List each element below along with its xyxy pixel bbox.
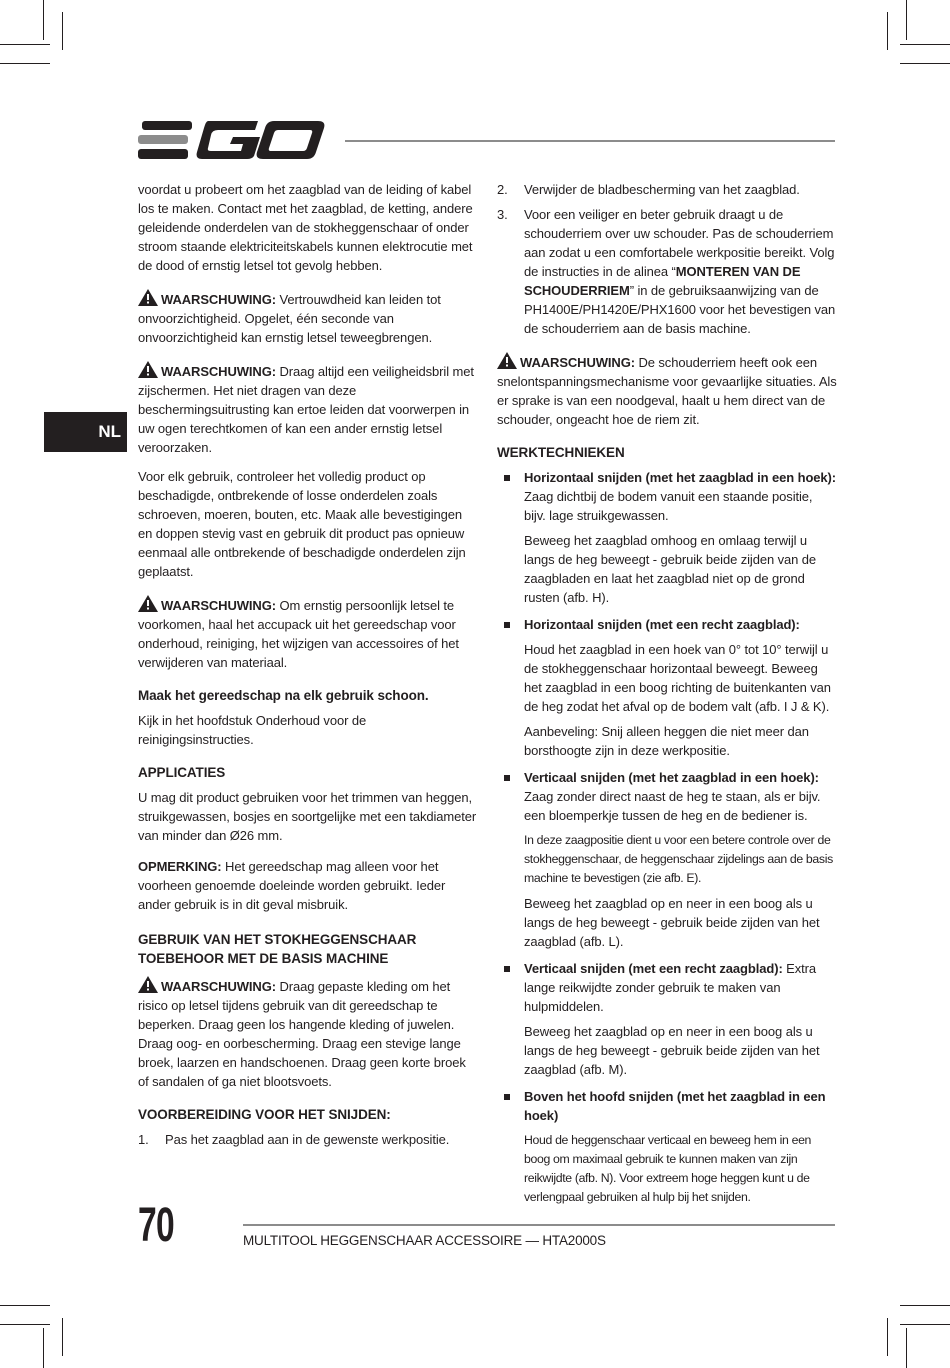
warning-clothing xyxy=(138,976,478,1091)
crop-mark xyxy=(906,0,907,40)
technique-paragraph: Beweeg het zaagblad op en neer in een boog als u langs de heg beweegt - gebruik beide zijden van het zaagblad (afb. L). xyxy=(524,896,820,949)
list-item xyxy=(497,205,837,338)
techniques-heading: WERKTECHNIEKEN xyxy=(497,445,625,460)
intro-paragraph: voordat u probeert om het zaagblad van de leiding of kabel los te maken. Contact met het zaagblad, de ketting, andere geleidende onderdelen van de stokheggenschaar of onder stroom staande elektriciteitskabels kunnen elektrocutie met de dood of ernstig letsel tot gevolg hebben. xyxy=(138,182,473,273)
bullet-square-icon xyxy=(504,1094,510,1100)
warning-icon xyxy=(138,289,158,306)
step-text: Pas het zaagblad aan in de gewenste werkpositie. xyxy=(165,1132,450,1147)
bullet-square-icon xyxy=(504,775,510,781)
usage-heading: GEBRUIK VAN HET STOKHEGGENSCHAAR TOEBEHOOR MET DE BASIS MACHINE xyxy=(138,932,417,966)
step-text: Verwijder de bladbescherming van het zaagblad. xyxy=(524,182,800,197)
warning-familiarity xyxy=(138,289,478,347)
warning-icon xyxy=(138,595,158,612)
technique-title-rest: Zaag dichtbij de bodem vanuit een staande positie, bijv. lage struikgewassen. xyxy=(524,489,813,523)
note-label: OPMERKING: xyxy=(138,859,222,874)
header-rule xyxy=(345,140,835,142)
list-item xyxy=(497,180,837,199)
crop-mark xyxy=(887,1318,888,1356)
warning-label: WAARSCHUWING: xyxy=(520,355,635,370)
technique-paragraph: Houd de heggenschaar verticaal en beweeg hem in een boog om maximaal gebruik te kunnen maken van zijn reikwijdte (afb. N). Voor extreem hoge heggen kunt u de verlengpaal gebruiken al hulp bij het snijden. xyxy=(524,1133,812,1204)
warning-text: Draag altijd een veiligheidsbril met zijschermen. Het niet dragen van deze beschermingsuitrusting kan ertoe leiden dat voorwerpen in uw ogen terechtkomen of kan een ander ernstig letsel veroorzaken. xyxy=(138,364,474,455)
list-item xyxy=(497,468,837,607)
technique-paragraph: Aanbeveling: Snij alleen heggen die niet meer dan borsthoogte zijn in deze werkpositie. xyxy=(524,724,809,758)
language-tab-label: NL xyxy=(98,422,121,441)
crop-mark xyxy=(0,1305,50,1306)
step-text xyxy=(524,205,837,338)
warning-label: WAARSCHUWING: xyxy=(161,598,276,613)
list-item xyxy=(497,615,837,760)
technique-intro xyxy=(524,468,837,525)
crop-mark xyxy=(62,12,63,50)
ego-logo xyxy=(138,118,328,162)
crop-mark xyxy=(43,1328,44,1368)
step-text-post: ” in de gebruiksaanwijzing van de PH1400E/PH1420E/PHX1600 voor het bevestigen van de schouderriem aan de basis machine. xyxy=(524,283,836,336)
crop-mark xyxy=(900,63,950,64)
right-column xyxy=(497,180,837,1215)
technique-intro xyxy=(524,1087,837,1125)
warning-label: WAARSCHUWING: xyxy=(161,292,276,307)
crop-mark xyxy=(906,1328,907,1368)
crop-mark xyxy=(0,63,50,64)
crop-mark xyxy=(43,0,44,40)
crop-mark xyxy=(887,12,888,50)
language-tab xyxy=(44,412,127,452)
warning-shoulder-strap xyxy=(497,352,837,429)
technique-title: Verticaal snijden (met een recht zaagblad): xyxy=(524,961,783,976)
prep-steps-continued xyxy=(497,180,837,338)
list-item xyxy=(138,1130,478,1149)
technique-title: Verticaal snijden (met het zaagblad in een hoek): xyxy=(524,770,819,785)
step-text-bold: MONTEREN VAN DE SCHOUDERRIEM xyxy=(524,264,801,298)
bullet-square-icon xyxy=(504,475,510,481)
step-number: 3. xyxy=(497,207,508,222)
crop-mark xyxy=(900,1305,950,1306)
note-text: Het gereedschap mag alleen voor het voorheen genoemde doeleinde worden gebruikt. Ieder ander gebruik is in dit geval misbruik. xyxy=(138,859,446,912)
clean-text: Kijk in het hoofdstuk Onderhoud voor de reinigingsinstructies. xyxy=(138,713,367,747)
technique-paragraph: Beweeg het zaagblad op en neer in een boog als u langs de heg beweegt - gebruik beide zijden van het zaagblad (afb. M). xyxy=(524,1024,820,1077)
technique-paragraph: In deze zaagpositie dient u voor een betere controle over de stokheggenschaar, de heggenschaar zijdelings aan de basis machine te bevestigen (zie afb. E). xyxy=(524,833,833,885)
check-paragraph: Voor elk gebruik, controleer het volledig product op beschadigde, ontbrekende of losse onderdelen zoals schroeven, moeren, bouten, etc. Maak alle bevestigingen en doppen stevig vast en gebruik dit product pas opnieuw eenmaal alle ontbrekende of beschadigde onderdelen zijn geplaatst. xyxy=(138,469,466,579)
technique-title-rest: Zaag zonder direct naast de heg te staan, als er bijv. een bloemperkje tussen de heg en de bediener is. xyxy=(524,789,821,823)
warning-safety-glasses xyxy=(138,361,478,457)
left-column xyxy=(138,180,478,1159)
warning-label: WAARSCHUWING: xyxy=(161,979,276,994)
technique-paragraph: Houd het zaagblad in een hoek van 0° tot 10° terwijl u de stokheggenschaar horizontaal beweegt. Beweeg het zaagblad in een boog richting de buitenkanten van de heg zodat het afval op de bodem valt (afb. I J & K). xyxy=(524,642,831,714)
warning-icon xyxy=(497,352,517,369)
crop-mark xyxy=(900,1324,950,1325)
techniques-list xyxy=(497,468,837,1207)
warning-text: De schouderriem heeft ook een snelontspanningsmechanisme voor gevaarlijke situaties. Als er sprake is van een noodgeval, haalt u hem direct van de schouder, ongeacht hoe de riem zit. xyxy=(497,355,837,427)
technique-intro xyxy=(524,959,837,1016)
bullet-square-icon xyxy=(504,966,510,972)
bullet-square-icon xyxy=(504,622,510,628)
technique-title: Horizontaal snijden (met een recht zaagblad): xyxy=(524,617,800,632)
crop-mark xyxy=(0,1324,50,1325)
warning-icon xyxy=(138,976,158,993)
technique-title: Horizontaal snijden (met het zaagblad in een hoek): xyxy=(524,470,836,485)
step-text-pre: Voor een veiliger en beter gebruik draagt u de schouderriem over uw schouder. Pas de schouderriem aan zodat u een comfortabele werkpositie bereikt. Volg de instructies in de alinea “ xyxy=(524,207,835,279)
crop-mark xyxy=(0,44,50,45)
warning-text: Om ernstig persoonlijk letsel te voorkomen, haal het accupack uit het gereedschap voor onderhoud, reiniging, het wijzigen van accessoires of het verwijderen van materiaal. xyxy=(138,598,459,670)
applications-text: U mag dit product gebruiken voor het trimmen van heggen, struikgewassen, bosjes en soortgelijke met een takdiameter van minder dan Ø26 mm. xyxy=(138,790,477,843)
technique-paragraph: Beweeg het zaagblad omhoog en omlaag terwijl u langs de heg beweegt - gebruik beide zijden van de zaagbladen en laat het zaagblad niet op de grond rusten (afb. H). xyxy=(524,533,817,605)
warning-text: Draag gepaste kleding om het risico op letsel tijdens gebruik van dit gereedschap te beperken. Draag geen los hangende kleding of juwelen. Draag oog- en oorbescherming. Draag een stevige lange broek, laarzen en handschoenen. Draag geen korte broek of sandalen of ga niet blootsvoets. xyxy=(138,979,466,1089)
step-number: 2. xyxy=(497,182,508,197)
footer-title: MULTITOOL HEGGENSCHAAR ACCESSOIRE — HTA2000S xyxy=(243,1233,606,1248)
list-item xyxy=(497,768,837,951)
warning-text: Vertrouwdheid kan leiden tot onvoorzichtigheid. Opgelet, één seconde van onvoorzichtigheid kan ernstig letsel teweegbrengen. xyxy=(138,292,441,345)
step-number: 1. xyxy=(138,1132,149,1147)
list-item xyxy=(497,959,837,1079)
warning-battery xyxy=(138,595,478,672)
warning-icon xyxy=(138,361,158,378)
technique-intro xyxy=(524,768,837,825)
footer-rule xyxy=(243,1224,835,1226)
warning-label: WAARSCHUWING: xyxy=(161,364,276,379)
prep-heading: VOORBEREIDING VOOR HET SNIJDEN: xyxy=(138,1107,391,1122)
applications-heading: APPLICATIES xyxy=(138,765,226,780)
technique-intro xyxy=(524,615,837,634)
note-paragraph xyxy=(138,857,478,914)
crop-mark xyxy=(900,44,950,45)
list-item xyxy=(497,1087,837,1207)
page-number: 70 xyxy=(138,1199,174,1252)
technique-title-rest: Extra lange reikwijdte zonder gebruik te maken van hulpmiddelen. xyxy=(524,961,817,1014)
technique-title: Boven het hoofd snijden (met het zaagblad in een hoek) xyxy=(524,1089,826,1123)
crop-mark xyxy=(62,1318,63,1356)
prep-steps xyxy=(138,1130,478,1149)
clean-heading: Maak het gereedschap na elk gebruik schoon. xyxy=(138,688,429,703)
